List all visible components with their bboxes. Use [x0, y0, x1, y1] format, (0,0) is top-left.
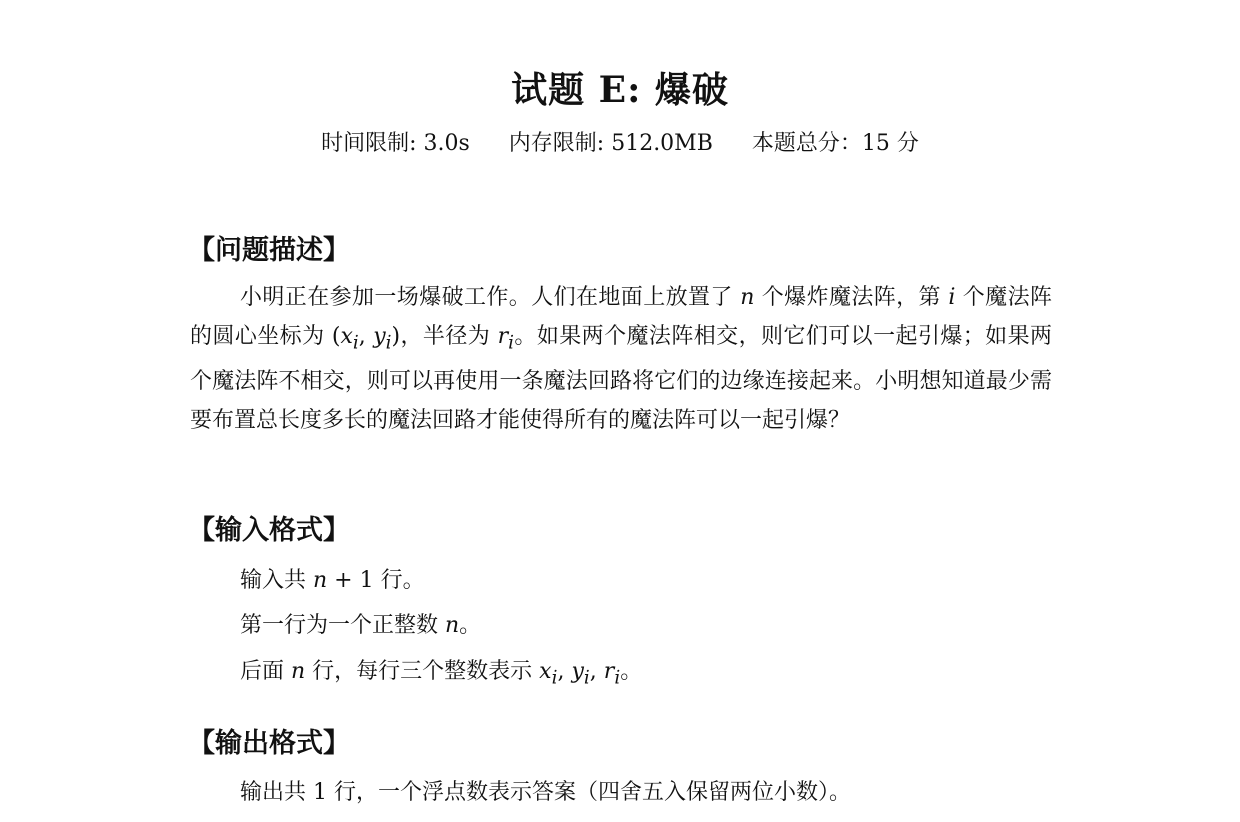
var-r: r: [497, 324, 509, 349]
input-line-2: [240, 608, 481, 639]
description-heading: 【问题描述】: [188, 235, 350, 266]
output-heading: 【输出格式】: [188, 728, 350, 759]
input-text: 第一行为一个正整数: [240, 613, 445, 638]
title-name: 爆破: [654, 70, 729, 111]
sub-i: i: [352, 332, 359, 354]
separator: ,: [589, 659, 604, 684]
input-heading: 【输入格式】: [188, 515, 350, 546]
input-line-3: [240, 654, 642, 688]
var-n: n: [740, 285, 755, 310]
sub-i: i: [508, 332, 514, 354]
desc-text-6: 。如果两个魔法阵相交，则它们可以一起引爆；如果两个魔法阵不相交，则可以再使用一条魔法回路将它们的边缘连接起来。小明想知道最少需要布置总长度多长的魔法回路才能使得所有的魔法阵可以一起引爆？: [190, 324, 1052, 434]
input-text: 。: [620, 659, 643, 684]
title-prefix: 试题: [511, 70, 586, 111]
separator: ,: [557, 659, 572, 684]
desc-text-1: 小明正在参加一场爆破工作。人们在地面上放置了: [240, 285, 741, 310]
var-r: r: [603, 659, 615, 684]
total-score: 本题总分：15 分: [751, 131, 919, 156]
input-line-1: [240, 563, 425, 594]
var-y: y: [571, 659, 584, 684]
problem-title: [0, 62, 1240, 113]
time-limit: 时间限制: 3.0s: [321, 131, 470, 156]
var-x: x: [340, 324, 353, 349]
description-text: [190, 278, 1052, 440]
var-y: y: [373, 324, 386, 349]
input-text: 输入共: [240, 568, 313, 593]
var-i: i: [948, 285, 956, 310]
sub-i: i: [551, 667, 558, 689]
var-n: n: [313, 568, 328, 593]
sub-i: i: [385, 332, 392, 354]
desc-text-2: 个爆炸魔法阵，第: [754, 285, 949, 310]
sub-i: i: [583, 667, 590, 689]
var-n: n: [291, 659, 306, 684]
input-text: 行，每行三个整数表示: [305, 659, 540, 684]
var-n: n: [445, 613, 460, 638]
input-text: 后面: [240, 659, 291, 684]
input-text: 。: [459, 613, 482, 638]
title-code: E:: [598, 69, 642, 111]
desc-text-5: )，半径为: [391, 324, 498, 349]
desc-text-4: ,: [358, 324, 374, 349]
desc-text-3: 个魔法阵的圆心坐标为 (: [190, 285, 1052, 349]
problem-meta: [0, 126, 1240, 157]
sub-i: i: [614, 667, 621, 689]
memory-limit: 内存限制: 512.0MB: [508, 131, 713, 156]
var-x: x: [539, 659, 552, 684]
input-text: + 1 行。: [327, 568, 425, 593]
output-line-1: 输出共 1 行，一个浮点数表示答案（四舍五入保留两位小数）。: [240, 780, 851, 805]
